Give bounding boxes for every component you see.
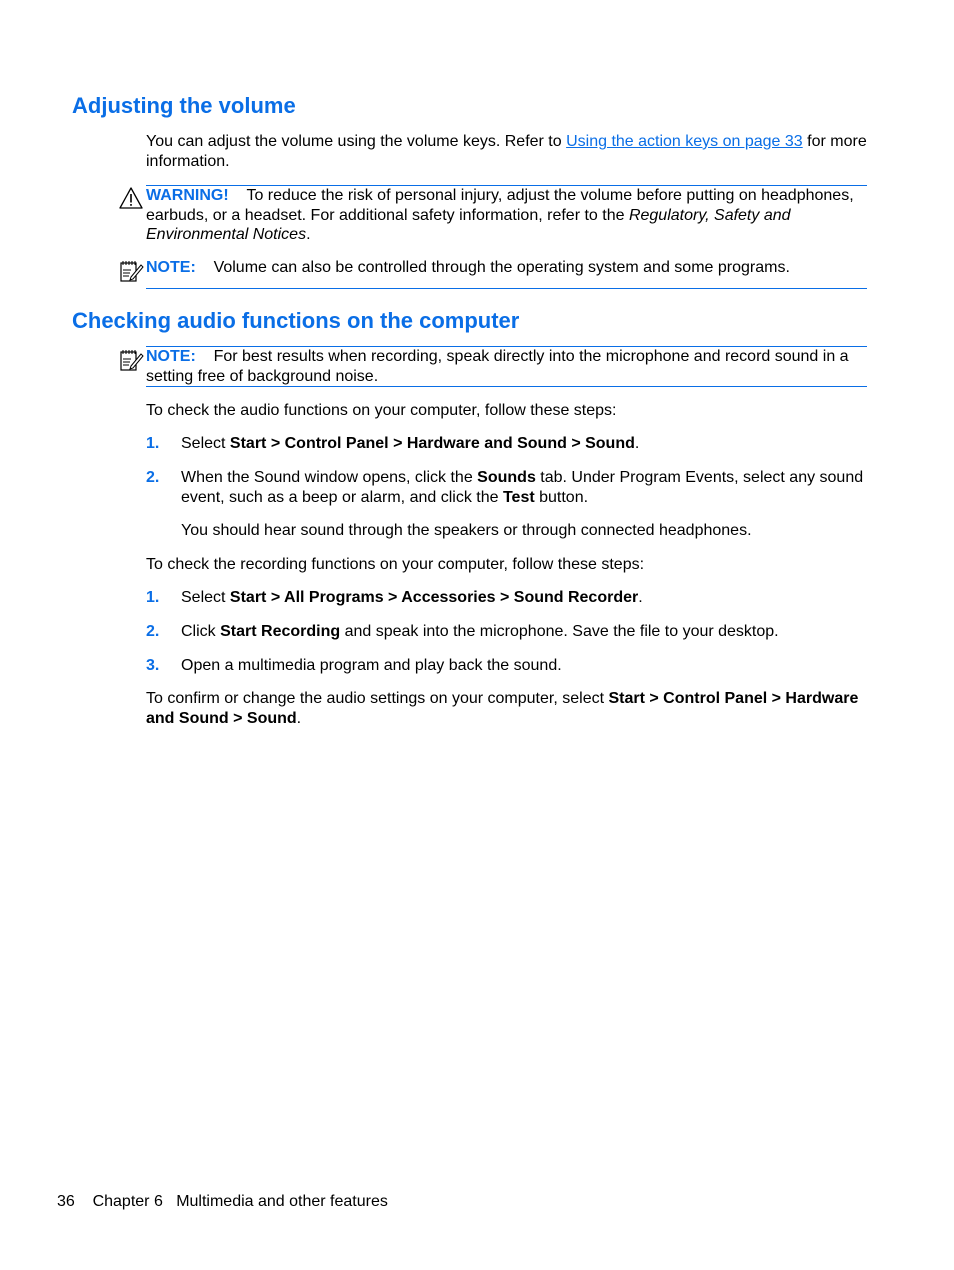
recording-step-number: 1. bbox=[146, 589, 160, 606]
confirm-paragraph bbox=[146, 689, 867, 728]
audio-step-1 bbox=[181, 434, 867, 454]
step-menu-path: Start > All Programs > Accessories > Sound Recorder bbox=[229, 589, 639, 606]
step-text: Open a multimedia program and play back the sound. bbox=[181, 657, 562, 674]
confirm-menu-path: Start > Control Panel > Hardware and Sound > Sound bbox=[146, 690, 859, 727]
note-bottom-rule bbox=[146, 288, 867, 289]
section-title-adjusting-volume: Adjusting the volume bbox=[72, 93, 296, 118]
recording-intro: To check the recording functions on your computer, follow these steps: bbox=[146, 556, 645, 573]
note-pad-icon bbox=[118, 347, 144, 373]
note-text: For best results when recording, speak directly into the microphone and record sound in a setting free of background noise. bbox=[146, 348, 849, 385]
step-text: tab. Under Program Events, select any sound event, such as a beep or alarm, and click the bbox=[181, 469, 864, 506]
warning-text-before: To reduce the risk of personal injury, adjust the volume before putting on headphones, earbuds, or a headset. For additional safety information, refer to the bbox=[146, 187, 854, 224]
step-menu-path: Start > Control Panel > Hardware and Sound > Sound bbox=[229, 435, 635, 452]
note2-bottom-rule bbox=[146, 386, 867, 387]
note-text: Volume can also be controlled through the operating system and some programs. bbox=[213, 259, 790, 276]
step-text: Select bbox=[181, 589, 230, 606]
warning-italic-title: Regulatory, Safety and Environmental Notices bbox=[146, 206, 791, 243]
audio-step-number: 2. bbox=[146, 469, 160, 486]
step-text: When the Sound window opens, click the bbox=[181, 469, 478, 486]
recording-step-1 bbox=[181, 588, 867, 608]
step-text: and speak into the microphone. Save the file to your desktop. bbox=[340, 623, 779, 640]
confirm-text: To confirm or change the audio settings on your computer, select bbox=[146, 690, 609, 707]
step-text: button. bbox=[534, 488, 589, 506]
note-recording-paragraph bbox=[146, 347, 867, 386]
step-bold-sounds: Sounds bbox=[477, 469, 536, 486]
footer-chapter-title: Multimedia and other features bbox=[176, 1193, 388, 1210]
volume-intro-paragraph bbox=[146, 132, 867, 171]
footer-chapter: Chapter 6 bbox=[92, 1193, 163, 1210]
note-pad-icon bbox=[118, 258, 144, 284]
warning-text-after: . bbox=[306, 226, 311, 243]
note-label: NOTE: bbox=[146, 348, 196, 365]
step-text: . bbox=[634, 435, 640, 452]
audio-step-2 bbox=[181, 468, 867, 507]
recording-step-2 bbox=[181, 622, 867, 642]
audio-step-number: 1. bbox=[146, 435, 160, 452]
step-bold-start-recording: Start Recording bbox=[220, 623, 341, 640]
section-title-checking-audio: Checking audio functions on the computer bbox=[72, 308, 520, 333]
note-volume-paragraph bbox=[146, 258, 867, 278]
step-bold-test: Test bbox=[502, 488, 535, 506]
page-footer bbox=[57, 1192, 388, 1212]
note-label: NOTE: bbox=[146, 259, 196, 276]
intro-text-before: You can adjust the volume using the volume keys. Refer to bbox=[146, 133, 567, 150]
audio-intro: To check the audio functions on your computer, follow these steps: bbox=[146, 402, 617, 419]
warning-label: WARNING! bbox=[146, 187, 229, 204]
recording-step-number: 3. bbox=[146, 657, 160, 674]
step-text: . bbox=[638, 589, 643, 606]
warning-paragraph bbox=[146, 186, 867, 245]
intro-text-after: for more information. bbox=[146, 133, 867, 170]
audio-result: You should hear sound through the speakers or through connected headphones. bbox=[181, 522, 752, 539]
action-keys-link[interactable]: Using the action keys on page 33 bbox=[566, 133, 803, 150]
warning-triangle-icon bbox=[118, 186, 144, 212]
recording-step-number: 2. bbox=[146, 623, 160, 640]
confirm-text: . bbox=[296, 709, 302, 727]
page-number: 36 bbox=[57, 1193, 75, 1210]
step-text: Select bbox=[181, 435, 230, 452]
step-text: Click bbox=[181, 623, 221, 640]
recording-step-3 bbox=[181, 656, 867, 676]
